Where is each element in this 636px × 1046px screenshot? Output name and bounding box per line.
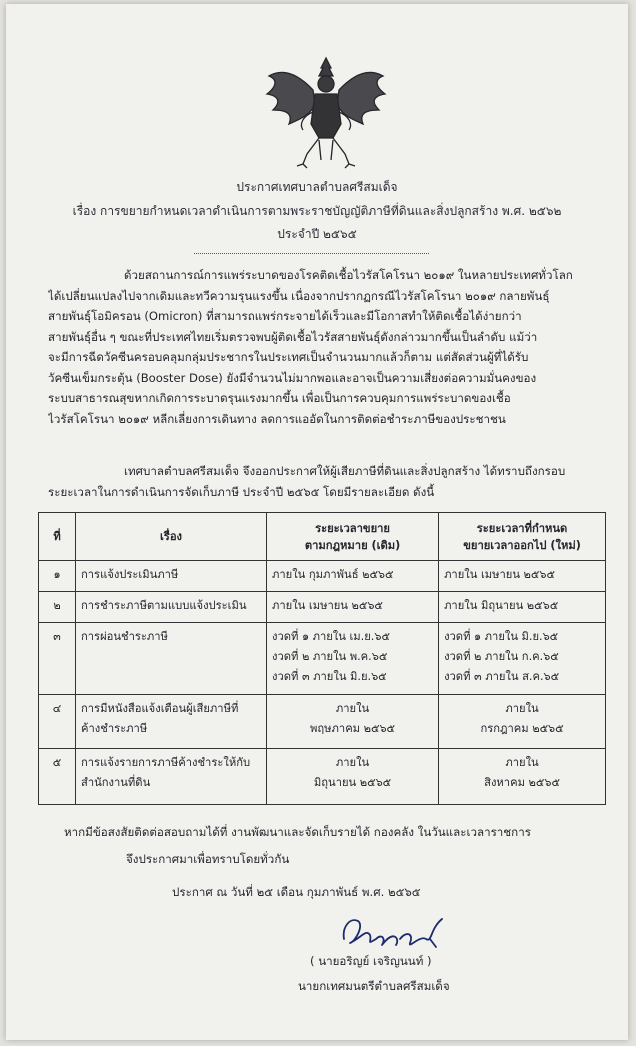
row-new-period: ภายใน มิถุนายน ๒๕๖๕: [439, 592, 606, 623]
paragraph-line: เทศบาลตำบลศรีสมเด็จ จึงออกประกาศให้ผู้เสียภาษีที่ดินและสิ่งปลูกสร้าง ได้ทราบถึงกรอบ: [124, 464, 566, 478]
installment-line: งวดที่ ๑ ภายใน มิ.ย.๖๕: [444, 630, 559, 643]
row-topic: การชำระภาษีตามแบบแจ้งประเมิน: [76, 592, 267, 623]
installment-line: งวดที่ ๓ ภายใน มิ.ย.๖๕: [272, 670, 387, 683]
row-number: ๓: [39, 623, 76, 695]
header-new-line-1: ระยะเวลาที่กำหนด: [476, 521, 568, 535]
row-old-period: [267, 749, 439, 805]
announcement-year: ประจำปี ๒๕๖๕: [277, 227, 357, 241]
topic-line: การแจ้งรายการภาษีค้างชำระให้กับ: [81, 756, 251, 769]
row-number: ๑: [39, 561, 76, 592]
signer-name: ( นายอริญย์ เจริญนนท์ ): [310, 954, 432, 968]
table-row: [39, 561, 606, 592]
period-line: มิถุนายน ๒๕๖๕: [313, 776, 392, 789]
row-topic: การผ่อนชำระภาษี: [76, 623, 267, 695]
table-row: [39, 623, 606, 695]
paragraph-line: วัคซีนเข็มกระตุ้น (Booster Dose) ยังมีจำนวนไม่มากพอและอาจเป็นความเสี่ยงต่อความมั่นคงของ: [48, 370, 537, 385]
table-row: [39, 592, 606, 623]
row-old-period: [267, 695, 439, 749]
table-row: [39, 749, 606, 805]
row-new-period: [439, 749, 606, 805]
table-row: [39, 695, 606, 749]
paragraph-line: ด้วยสถานการณ์การแพร่ระบาดของโรคติดเชื้อไวรัสโคโรนา ๒๐๑๙ ในหลายประเทศทั่วโลก: [124, 268, 573, 282]
header-new-period: [439, 513, 606, 561]
signer-position: นายกเทศมนตรีตำบลศรีสมเด็จ: [298, 979, 450, 993]
header-topic: เรื่อง: [76, 513, 267, 561]
period-line: ภายใน: [335, 756, 370, 769]
tax-schedule-table: [38, 512, 606, 805]
period-line: กรกฎาคม ๒๕๖๕: [480, 722, 564, 735]
row-old-period: ภายใน กุมภาพันธ์ ๒๕๖๕: [267, 561, 439, 592]
row-number: ๒: [39, 592, 76, 623]
period-line: สิงหาคม ๒๕๖๕: [484, 776, 560, 789]
row-old-period: ภายใน เมษายน ๒๕๖๕: [267, 592, 439, 623]
paragraph-line: จะมีการฉีดวัคซีนครอบคลุมกลุ่มประชากรในประเทศเป็นจำนวนมากแล้วก็ตาม แต่สัดส่วนผู้ที่ได้รับ: [48, 350, 529, 364]
installment-line: งวดที่ ๒ ภายใน พ.ค.๖๕: [272, 650, 388, 663]
row-new-period: [439, 695, 606, 749]
row-old-period: [267, 623, 439, 695]
period-line: พฤษภาคม ๒๕๖๕: [310, 722, 396, 735]
row-topic: การแจ้งประเมินภาษี: [76, 561, 267, 592]
installment-line: งวดที่ ๒ ภายใน ก.ค.๖๕: [444, 650, 559, 663]
paragraph-2: [48, 461, 608, 502]
header-old-line-1: ระยะเวลาขยาย: [315, 521, 390, 535]
paragraph-line: ระยะเวลาในการดำเนินการจัดเก็บภาษี ประจำปี ๒๕๖๕ โดยมีรายละเอียด ดังนี้: [48, 484, 435, 499]
row-number: ๕: [39, 749, 76, 805]
header-no: ที่: [39, 513, 76, 561]
table-header-row: [39, 513, 606, 561]
announcement-title: ประกาศเทศบาลตำบลศรีสมเด็จ: [236, 180, 398, 194]
installment-line: งวดที่ ๓ ภายใน ส.ค.๖๕: [444, 670, 560, 683]
row-new-period: ภายใน เมษายน ๒๕๖๕: [439, 561, 606, 592]
paragraph-line: สายพันธุ์อื่น ๆ ขณะที่ประเทศไทยเริ่มตรวจพบผู้ติดเชื้อไวรัสสายพันธุ์ดังกล่าวมากขึ้นเป็นลำดับ แม้ว่า: [48, 329, 538, 344]
period-line: ภายใน: [505, 702, 539, 715]
row-new-period: [439, 623, 606, 695]
row-number: ๔: [39, 695, 76, 749]
paragraph-line: ไวรัสโคโรนา ๒๐๑๙ หลีกเลี่ยงการเดินทาง ลดการแออัดในการติดต่อชำระภาษีของประชาชน: [48, 411, 506, 426]
row-topic: [76, 749, 267, 805]
header-old-period: [267, 513, 439, 561]
announcement-subject: เรื่อง การขยายกำหนดเวลาดำเนินการตามพระราชบัญญัติภาษีที่ดินและสิ่งปลูกสร้าง พ.ศ. ๒๕๖๒: [72, 204, 562, 218]
period-line: ภายใน: [335, 702, 370, 715]
announce-line: จึงประกาศมาเพื่อทราบโดยทั่วกัน: [126, 852, 290, 866]
installment-line: งวดที่ ๑ ภายใน เม.ย.๖๕: [272, 630, 390, 643]
announcement-date: ประกาศ ณ วันที่ ๒๕ เดือน กุมภาพันธ์ พ.ศ. ๒๕๖๕: [172, 885, 421, 899]
topic-line: การมีหนังสือแจ้งเตือนผู้เสียภาษีที่: [81, 702, 239, 715]
paragraph-line: ได้เปลี่ยนแปลงไปจากเดิมและทวีความรุนแรงขึ้น เนื่องจากปรากฏกรณีไวรัสโคโรนา ๒๐๑๙ กลายพันธุ์: [48, 288, 550, 303]
contact-info: หากมีข้อสงสัยติดต่อสอบถามได้ที่ งานพัฒนาและจัดเก็บรายได้ กองคลัง ในวันและเวลาราชการ: [64, 825, 531, 839]
period-line: ภายใน: [505, 756, 539, 769]
paragraph-1: [48, 265, 608, 429]
row-topic: [76, 695, 267, 749]
header-old-line-2: ตามกฎหมาย (เดิม): [304, 538, 401, 552]
topic-line: สำนักงานที่ดิน: [81, 776, 151, 789]
paragraph-line: สายพันธุ์โอมิครอน (Omicron) ที่สามารถแพร่กระจายได้เร็วและมีโอกาสทำให้ติดเชื้อได้ง่ายกว่า: [48, 309, 522, 323]
garuda-emblem-icon: [263, 54, 389, 170]
topic-line: ค้างชำระภาษี: [81, 722, 148, 735]
header-new-line-2: ขยายเวลาออกไป (ใหม่): [463, 538, 581, 552]
announcement-page: [6, 4, 628, 1040]
paragraph-line: ระบบสาธารณสุขหากเกิดการระบาดรุนแรงมากขึ้น เพื่อเป็นการควบคุมการแพร่ระบาดของเชื้อ: [48, 391, 511, 405]
handwritten-signature: [336, 909, 456, 959]
dotted-divider: [194, 253, 429, 254]
